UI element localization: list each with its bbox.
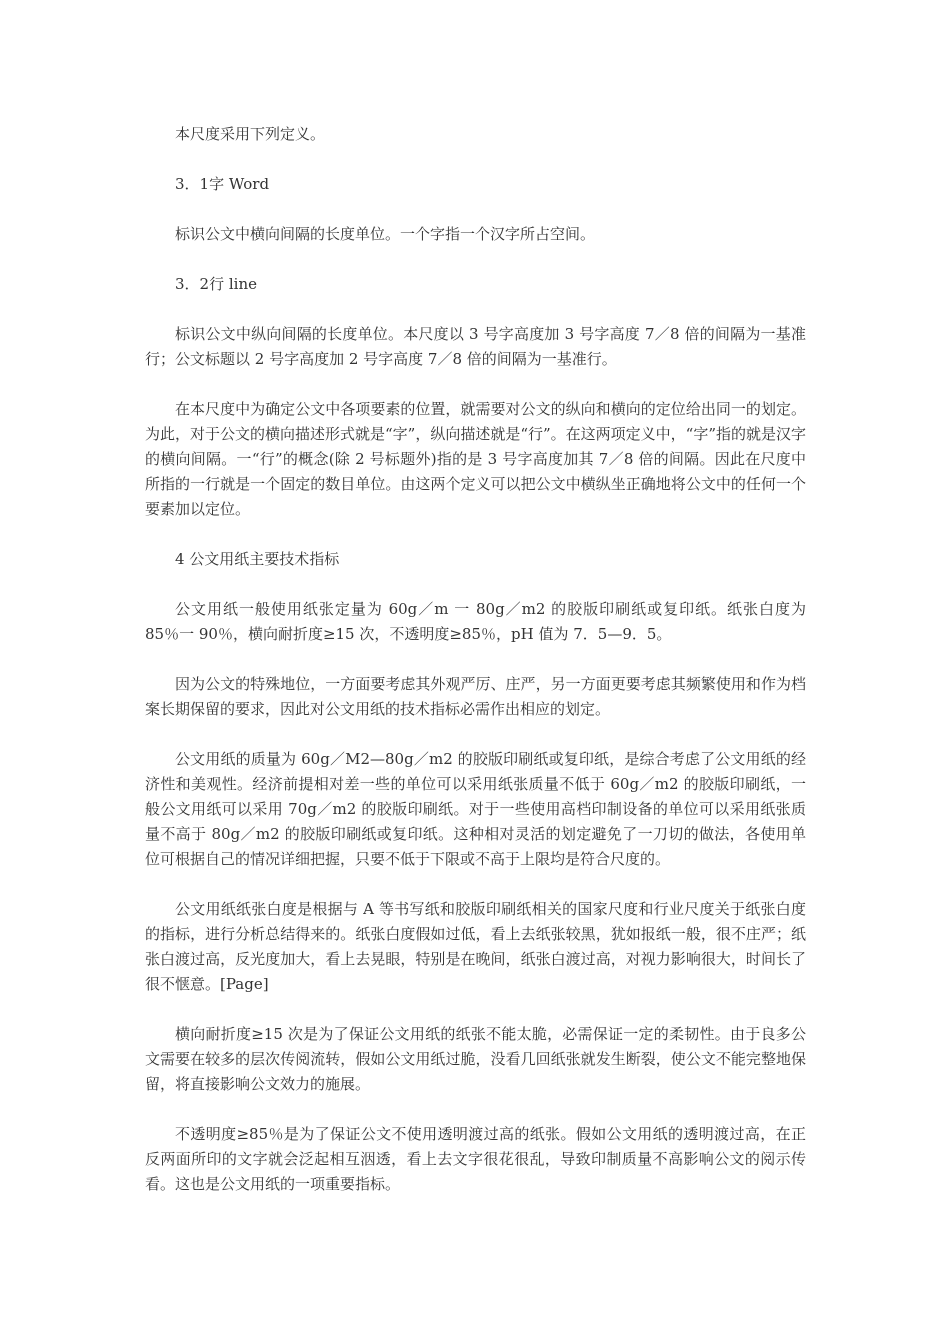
section-heading-line: 3．2行 line [175,275,257,293]
paragraph-positioning: 在本尺度中为确定公文中各项要素的位置，就需要对公文的纵向和横向的定位给出同一的划定。为此，对于公文的横向描述形式就是“字”，纵向描述就是“行”。在这两项定义中，“字”指的就是汉字的横向间隔。一“行”的概念(除 2 号标题外)指的是 3 号字高度加其 7／8 倍的间隔。因此在尺度中所指的一行就是一个固定的数目单位。由这两个定义可以把公文中横纵坐正确地将公文中的任何一个要素加以定位。 [145,400,807,518]
paragraph-paper-specs: 公文用纸一般使用纸张定量为 60g／m 一 80g／m2 的胶版印刷纸或复印纸。纸张白度为 85％一 90％，横向耐折度≥15 次，不透明度≥85％，pH 值为 7．5—9．5。 [145,600,806,643]
paragraph-word-definition: 标识公文中横向间隔的长度单位。一个字指一个汉字所占空间。 [175,225,596,243]
paragraph-definitions-intro: 本尺度采用下列定义。 [175,125,326,143]
document-body [145,122,806,1222]
section-heading-word: 3．1字 Word [175,175,270,193]
paragraph-line-definition: 标识公文中纵向间隔的长度单位。本尺度以 3 号字高度加 3 号字高度 7／8 倍的间隔为一基准行；公文标题以 2 号字高度加 2 号字高度 7／8 倍的间隔为一基准行。 [145,325,806,368]
section-heading-paper-specs: 4 公文用纸主要技术指标 [175,550,340,568]
paragraph-paper-weight: 公文用纸的质量为 60g／M2—80g／m2 的胶版印刷纸或复印纸，是综合考虑了公文用纸的经济性和美观性。经济前提相对差一些的单位可以采用纸张质量不低于 60g／m2 的胶版印刷纸，一般公文用纸可以采用 70g／m2 的胶版印刷纸。对于一些使用高档印制设备的单位可以采用纸张质量不高于 80g／m2 的胶版印刷纸或复印纸。这种相对灵活的划定避免了一刀切的做法，各使用单位可根据自己的情况详细把握，只要不低于下限或不高于上限均是符合尺度的。 [145,750,806,868]
paragraph-paper-whiteness: 公文用纸纸张白度是根据与 A 等书写纸和胶版印刷纸相关的国家尺度和行业尺度关于纸张白度的指标，进行分析总结得来的。纸张白度假如过低，看上去纸张较黑，犹如报纸一般，很不庄严；纸张白渡过高，反光度加大，看上去晃眼，特别是在晚间，纸张白渡过高，对视力影响很大，时间长了很不惬意。[Page] [145,900,806,993]
paragraph-opacity: 不透明度≥85％是为了保证公文不使用透明渡过高的纸张。假如公文用纸的透明渡过高，在正反两面所印的文字就会泛起相互洇透，看上去文字很花很乱，导致印制质量不高影响公文的阅示传看。这也是公文用纸的一项重要指标。 [145,1125,806,1193]
paragraph-paper-importance: 因为公文的特殊地位，一方面要考虑其外观严厉、庄严，另一方面更要考虑其频繁使用和作为档案长期保留的要求，因此对公文用纸的技术指标必需作出相应的划定。 [145,675,806,718]
paragraph-folding-endurance: 横向耐折度≥15 次是为了保证公文用纸的纸张不能太脆，必需保证一定的柔韧性。由于良多公文需要在较多的层次传阅流转，假如公文用纸过脆，没看几回纸张就发生断裂，使公文不能完整地保留，将直接影响公文效力的施展。 [145,1025,806,1093]
